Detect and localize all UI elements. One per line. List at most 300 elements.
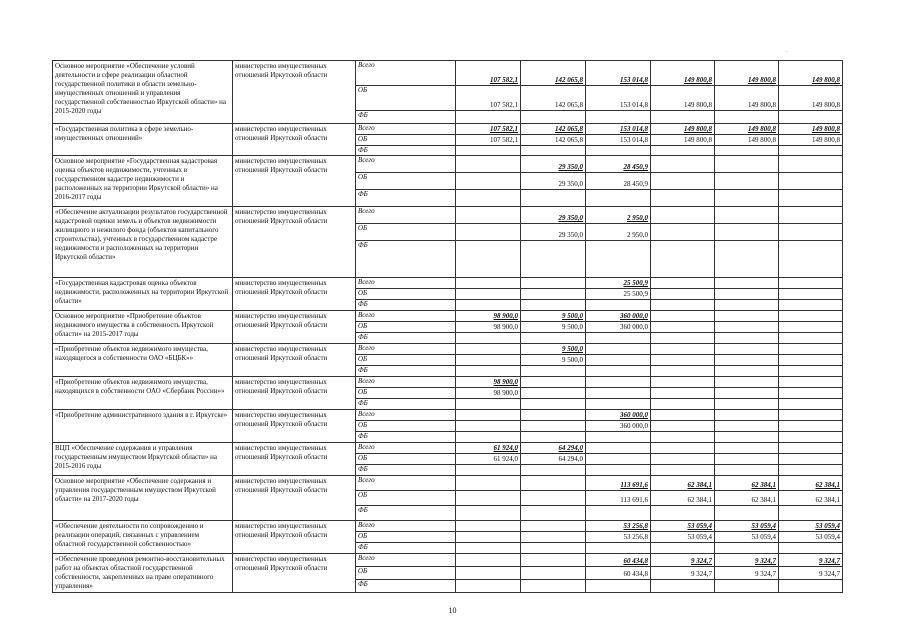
total-value: 360 000,0 — [586, 410, 651, 421]
ob-value — [779, 322, 843, 333]
source-total-label: Всего — [356, 156, 456, 173]
total-value — [715, 311, 779, 322]
fb-value — [521, 300, 586, 311]
fb-value — [521, 333, 586, 344]
ob-value — [651, 173, 715, 190]
fb-value — [586, 506, 651, 521]
total-value — [521, 410, 586, 421]
source-fb-label: ФБ — [356, 432, 456, 443]
total-value: 53 059,4 — [715, 521, 779, 532]
ob-value — [779, 289, 843, 300]
executor: министерство имущественных отношений Иркутской области — [233, 156, 356, 207]
total-value — [651, 344, 715, 355]
measure-name: «Государственная политика в сфере земельно-имущественных отношений» — [53, 124, 233, 156]
measure-name: «Обеспечение проведения ремонтно-восстановительных работ на объектах областной государственной собственности, закрепленных на праве оперативного управления» — [53, 554, 233, 593]
fb-value — [779, 241, 843, 278]
measure-name: «Государственная кадастровая оценка объектов недвижимости, расположенных на территории Иркутской области» — [53, 278, 233, 311]
total-value — [456, 207, 521, 224]
fb-value — [779, 506, 843, 521]
total-value: 98 900,0 — [456, 311, 521, 322]
fb-value — [456, 465, 521, 476]
total-value — [651, 278, 715, 289]
fb-value — [521, 506, 586, 521]
total-value: 9 324,7 — [779, 554, 843, 567]
ob-value: 62 384,1 — [779, 491, 843, 506]
total-value — [586, 344, 651, 355]
table-row — [53, 521, 843, 532]
source-ob-label: ОБ — [356, 388, 456, 399]
total-value: 9 324,7 — [715, 554, 779, 567]
fb-value — [651, 432, 715, 443]
total-value: 107 582,1 — [456, 61, 521, 86]
source-total-label: Всего — [356, 311, 456, 322]
executor: министерство имущественных отношений Иркутской области — [233, 311, 356, 344]
source-fb-label: ФБ — [356, 399, 456, 410]
measure-name: ВЦП «Обеспечение содержания и управления государственным имуществом Иркутской области» на 2015-2016 годы — [53, 443, 233, 476]
ob-value — [651, 322, 715, 333]
executor: министерство имущественных отношений Иркутской области — [233, 377, 356, 410]
total-value — [586, 377, 651, 388]
total-value: 149 800,8 — [715, 124, 779, 135]
source-total-label: Всего — [356, 443, 456, 454]
ob-value: 53 256,8 — [586, 532, 651, 543]
total-value: 142 065,8 — [521, 124, 586, 135]
fb-value — [521, 111, 586, 124]
total-value: 113 691,6 — [586, 476, 651, 491]
ob-value: 28 450,9 — [586, 173, 651, 190]
fb-value — [456, 333, 521, 344]
fb-value — [779, 399, 843, 410]
fb-value — [715, 300, 779, 311]
ob-value — [456, 289, 521, 300]
source-ob-label: ОБ — [356, 322, 456, 333]
ob-value — [456, 421, 521, 432]
total-value — [521, 476, 586, 491]
table-row — [53, 476, 843, 491]
fb-value — [715, 333, 779, 344]
table-row — [53, 344, 843, 355]
total-value — [651, 207, 715, 224]
ob-value — [456, 224, 521, 241]
source-total-label: Всего — [356, 521, 456, 532]
fb-value — [456, 399, 521, 410]
ob-value: 153 014,8 — [586, 86, 651, 111]
executor: министерство имущественных отношений Иркутской области — [233, 344, 356, 377]
table-row — [53, 278, 843, 289]
ob-value — [651, 454, 715, 465]
fb-value — [586, 432, 651, 443]
table-row — [53, 410, 843, 421]
total-value: 25 500,9 — [586, 278, 651, 289]
ob-value: 142 065,8 — [521, 86, 586, 111]
source-ob-label: ОБ — [356, 454, 456, 465]
ob-value — [779, 421, 843, 432]
fb-value — [779, 366, 843, 377]
table-row — [53, 124, 843, 135]
ob-value — [651, 388, 715, 399]
ob-value — [521, 289, 586, 300]
fb-value — [651, 580, 715, 593]
fb-value — [651, 146, 715, 156]
ob-value: 149 800,8 — [715, 86, 779, 111]
total-value: 53 059,4 — [779, 521, 843, 532]
total-value — [456, 156, 521, 173]
ob-value: 107 582,1 — [456, 135, 521, 146]
source-total-label: Всего — [356, 377, 456, 388]
fb-value — [651, 465, 715, 476]
executor: министерство имущественных отношений Иркутской области — [233, 207, 356, 278]
source-ob-label: ОБ — [356, 532, 456, 543]
fb-value — [651, 333, 715, 344]
total-value: 153 014,8 — [586, 61, 651, 86]
ob-value — [521, 567, 586, 580]
total-value — [715, 377, 779, 388]
fb-value — [715, 190, 779, 207]
source-ob-label: ОБ — [356, 289, 456, 300]
total-value — [521, 521, 586, 532]
source-total-label: Всего — [356, 124, 456, 135]
ob-value — [715, 355, 779, 366]
ob-value: 98 900,0 — [456, 322, 521, 333]
fb-value — [779, 543, 843, 554]
ob-value — [456, 491, 521, 506]
total-value — [715, 156, 779, 173]
table-row — [53, 377, 843, 388]
source-fb-label: ФБ — [356, 190, 456, 207]
fb-value — [651, 111, 715, 124]
table-row — [53, 156, 843, 173]
page-number: 10 — [448, 606, 457, 615]
total-value — [521, 278, 586, 289]
fb-value — [456, 300, 521, 311]
total-value — [456, 344, 521, 355]
measure-name: Основное мероприятие «Обеспечение условий деятельности в сфере реализации областной государственной политики в области земельно-имущественных отношений и управления государственной собственностью Иркутской области» на 2015-2020 годы — [53, 61, 233, 124]
ob-value: 9 500,0 — [521, 355, 586, 366]
source-fb-label: ФБ — [356, 300, 456, 311]
source-total-label: Всего — [356, 61, 456, 86]
fb-value — [586, 580, 651, 593]
total-value: 142 065,8 — [521, 61, 586, 86]
fb-value — [456, 432, 521, 443]
total-value — [456, 278, 521, 289]
ob-value: 9 324,7 — [779, 567, 843, 580]
total-value — [715, 278, 779, 289]
total-value: 149 800,8 — [779, 124, 843, 135]
total-value — [779, 311, 843, 322]
total-value — [456, 521, 521, 532]
source-fb-label: ФБ — [356, 465, 456, 476]
total-value: 149 800,8 — [651, 124, 715, 135]
source-total-label: Всего — [356, 278, 456, 289]
fb-value — [651, 190, 715, 207]
fb-value — [715, 465, 779, 476]
fb-value — [521, 146, 586, 156]
total-value — [586, 443, 651, 454]
table-row — [53, 207, 843, 224]
ob-value — [586, 355, 651, 366]
ob-value: 60 434,8 — [586, 567, 651, 580]
ob-value: 149 800,8 — [715, 135, 779, 146]
fb-value — [779, 190, 843, 207]
ob-value: 29 350,0 — [521, 173, 586, 190]
executor: министерство имущественных отношений Иркутской области — [233, 278, 356, 311]
source-total-label: Всего — [356, 344, 456, 355]
total-value: 2 950,0 — [586, 207, 651, 224]
ob-value — [779, 388, 843, 399]
fb-value — [651, 543, 715, 554]
fb-value — [651, 506, 715, 521]
total-value: 29 350,0 — [521, 207, 586, 224]
source-ob-label: ОБ — [356, 355, 456, 366]
total-value — [715, 207, 779, 224]
ob-value: 25 500,9 — [586, 289, 651, 300]
measure-name: «Приобретение объектов недвижимого имущества, находящегося в собственности ОАО «БЦБК»» — [53, 344, 233, 377]
fb-value — [715, 399, 779, 410]
total-value: 9 500,0 — [521, 344, 586, 355]
ob-value: 149 800,8 — [651, 135, 715, 146]
executor: министерство имущественных отношений Иркутской области — [233, 410, 356, 443]
total-value — [715, 443, 779, 454]
fb-value — [456, 506, 521, 521]
ob-value — [651, 224, 715, 241]
fb-value — [586, 543, 651, 554]
fb-value — [779, 300, 843, 311]
measure-name: Основное мероприятие «Обеспечение содержания и управления государственным имуществом Иркутской области» на 2017-2020 годы — [53, 476, 233, 521]
ob-value — [715, 421, 779, 432]
measure-name: «Приобретение административного здания в г. Иркутске» — [53, 410, 233, 443]
ob-value: 53 059,4 — [779, 532, 843, 543]
ob-value: 61 924,0 — [456, 454, 521, 465]
total-value: 9 324,7 — [651, 554, 715, 567]
fb-value — [456, 366, 521, 377]
total-value: 62 384,1 — [779, 476, 843, 491]
source-ob-label: ОБ — [356, 491, 456, 506]
ob-value: 107 582,1 — [456, 86, 521, 111]
ob-value: 9 500,0 — [521, 322, 586, 333]
fb-value — [456, 111, 521, 124]
ob-value — [521, 491, 586, 506]
ob-value: 2 950,0 — [586, 224, 651, 241]
source-ob-label: ОБ — [356, 224, 456, 241]
total-value — [779, 156, 843, 173]
fb-value — [586, 241, 651, 278]
ob-value — [715, 388, 779, 399]
table-row — [53, 61, 843, 86]
measure-name: Основное мероприятие «Государственная кадастровая оценка объектов недвижимости, учтенных в государственном кадастре недвижимости и расположенных на территории Иркутской области» на 2016-2017 годы — [53, 156, 233, 207]
total-value: 62 384,1 — [651, 476, 715, 491]
source-fb-label: ФБ — [356, 241, 456, 278]
fb-value — [779, 333, 843, 344]
fb-value — [586, 333, 651, 344]
table-row — [53, 311, 843, 322]
source-fb-label: ФБ — [356, 506, 456, 521]
total-value — [521, 377, 586, 388]
fb-value — [586, 146, 651, 156]
total-value: 60 434,8 — [586, 554, 651, 567]
total-value: 360 000,0 — [586, 311, 651, 322]
fb-value — [586, 111, 651, 124]
total-value — [779, 410, 843, 421]
source-fb-label: ФБ — [356, 580, 456, 593]
source-fb-label: ФБ — [356, 146, 456, 156]
source-ob-label: ОБ — [356, 173, 456, 190]
fb-value — [521, 366, 586, 377]
fb-value — [651, 300, 715, 311]
total-value: 64 294,0 — [521, 443, 586, 454]
total-value — [456, 410, 521, 421]
fb-value — [456, 190, 521, 207]
ob-value: 360 000,0 — [586, 421, 651, 432]
fb-value — [715, 146, 779, 156]
executor: министерство имущественных отношений Иркутской области — [233, 124, 356, 156]
ob-value — [651, 355, 715, 366]
ob-value — [715, 322, 779, 333]
fb-value — [521, 432, 586, 443]
ob-value — [651, 289, 715, 300]
total-value: 149 800,8 — [715, 61, 779, 86]
source-fb-label: ФБ — [356, 333, 456, 344]
fb-value — [715, 543, 779, 554]
measure-name: «Приобретение объектов недвижимого имущества, находящихся в собственности ОАО «Сбербанк России»» — [53, 377, 233, 410]
ob-value — [651, 421, 715, 432]
ob-value: 53 059,4 — [715, 532, 779, 543]
ob-value: 360 000,0 — [586, 322, 651, 333]
ob-value: 149 800,8 — [651, 86, 715, 111]
fb-value — [651, 399, 715, 410]
ob-value — [779, 355, 843, 366]
total-value: 107 582,1 — [456, 124, 521, 135]
total-value: 53 059,4 — [651, 521, 715, 532]
fb-value — [521, 465, 586, 476]
fb-value — [586, 190, 651, 207]
fb-value — [779, 465, 843, 476]
fb-value — [779, 111, 843, 124]
fb-value — [456, 580, 521, 593]
source-fb-label: ФБ — [356, 366, 456, 377]
fb-value — [651, 241, 715, 278]
source-fb-label: ФБ — [356, 543, 456, 554]
ob-value — [521, 388, 586, 399]
total-value: 149 800,8 — [779, 61, 843, 86]
ob-value — [779, 173, 843, 190]
ob-value: 53 059,4 — [651, 532, 715, 543]
total-value: 29 350,0 — [521, 156, 586, 173]
budget-table-sheet — [52, 60, 842, 593]
executor: министерство имущественных отношений Иркутской области — [233, 476, 356, 521]
ob-value — [521, 421, 586, 432]
ob-value: 62 384,1 — [715, 491, 779, 506]
fb-value — [779, 146, 843, 156]
measure-name: «Обеспечение актуализации результатов государственной кадастровой оценки земель и объектов недвижимости жилищного и нежилого фонда (объектов капитального строительства), учтенных в государственном кадастре недвижимости и расположенных на территории Иркутской области» — [53, 207, 233, 278]
ob-value — [715, 173, 779, 190]
source-ob-label: ОБ — [356, 86, 456, 111]
source-ob-label: ОБ — [356, 421, 456, 432]
ob-value: 149 800,8 — [779, 86, 843, 111]
total-value — [651, 377, 715, 388]
fb-value — [715, 366, 779, 377]
total-value: 53 256,8 — [586, 521, 651, 532]
fb-value — [715, 432, 779, 443]
ob-value — [456, 173, 521, 190]
source-ob-label: ОБ — [356, 135, 456, 146]
fb-value — [586, 399, 651, 410]
fb-value — [715, 241, 779, 278]
ob-value — [521, 532, 586, 543]
ob-value — [586, 388, 651, 399]
ob-value — [456, 355, 521, 366]
ob-value: 98 900,0 — [456, 388, 521, 399]
executor: министерство имущественных отношений Иркутской области — [233, 554, 356, 593]
ob-value: 149 800,8 — [779, 135, 843, 146]
source-ob-label: ОБ — [356, 567, 456, 580]
total-value — [779, 344, 843, 355]
total-value — [779, 443, 843, 454]
total-value — [651, 156, 715, 173]
source-total-label: Всего — [356, 207, 456, 224]
ob-value — [586, 454, 651, 465]
ob-value: 64 294,0 — [521, 454, 586, 465]
total-value: 9 500,0 — [521, 311, 586, 322]
total-value — [779, 278, 843, 289]
total-value — [651, 311, 715, 322]
fb-value — [521, 580, 586, 593]
executor: министерство имущественных отношений Иркутской области — [233, 61, 356, 124]
fb-value — [715, 580, 779, 593]
total-value: 61 924,0 — [456, 443, 521, 454]
fb-value — [521, 241, 586, 278]
executor: министерство имущественных отношений Иркутской области — [233, 443, 356, 476]
ob-value — [779, 224, 843, 241]
fb-value — [521, 399, 586, 410]
total-value: 62 384,1 — [715, 476, 779, 491]
ob-value — [779, 454, 843, 465]
source-total-label: Всего — [356, 410, 456, 421]
measure-name: «Обеспечение деятельности по сопровождению и реализации операций, связанных с управлением областной государственной собственностью» — [53, 521, 233, 554]
measure-name: Основное мероприятие «Приобретение объектов недвижимого имущества в собственность Иркутской области» на 2015-2017 годы — [53, 311, 233, 344]
total-value — [715, 344, 779, 355]
ob-value: 113 691,6 — [586, 491, 651, 506]
fb-value — [651, 366, 715, 377]
source-total-label: Всего — [356, 554, 456, 567]
executor: министерство имущественных отношений Иркутской области — [233, 521, 356, 554]
fb-value — [715, 111, 779, 124]
fb-value — [521, 190, 586, 207]
fb-value — [456, 146, 521, 156]
total-value — [779, 377, 843, 388]
table-row — [53, 554, 843, 567]
source-fb-label: ФБ — [356, 111, 456, 124]
fb-value — [779, 580, 843, 593]
total-value: 149 800,8 — [651, 61, 715, 86]
total-value — [715, 410, 779, 421]
corner-dot: . — [786, 48, 788, 54]
total-value — [779, 207, 843, 224]
fb-value — [586, 300, 651, 311]
budget-table — [52, 60, 843, 593]
source-total-label: Всего — [356, 476, 456, 491]
fb-value — [586, 465, 651, 476]
ob-value — [715, 289, 779, 300]
fb-value — [456, 241, 521, 278]
total-value — [456, 476, 521, 491]
ob-value — [456, 532, 521, 543]
ob-value — [715, 224, 779, 241]
ob-value — [715, 454, 779, 465]
ob-value: 142 065,8 — [521, 135, 586, 146]
total-value — [651, 410, 715, 421]
table-row — [53, 443, 843, 454]
ob-value: 9 324,7 — [715, 567, 779, 580]
